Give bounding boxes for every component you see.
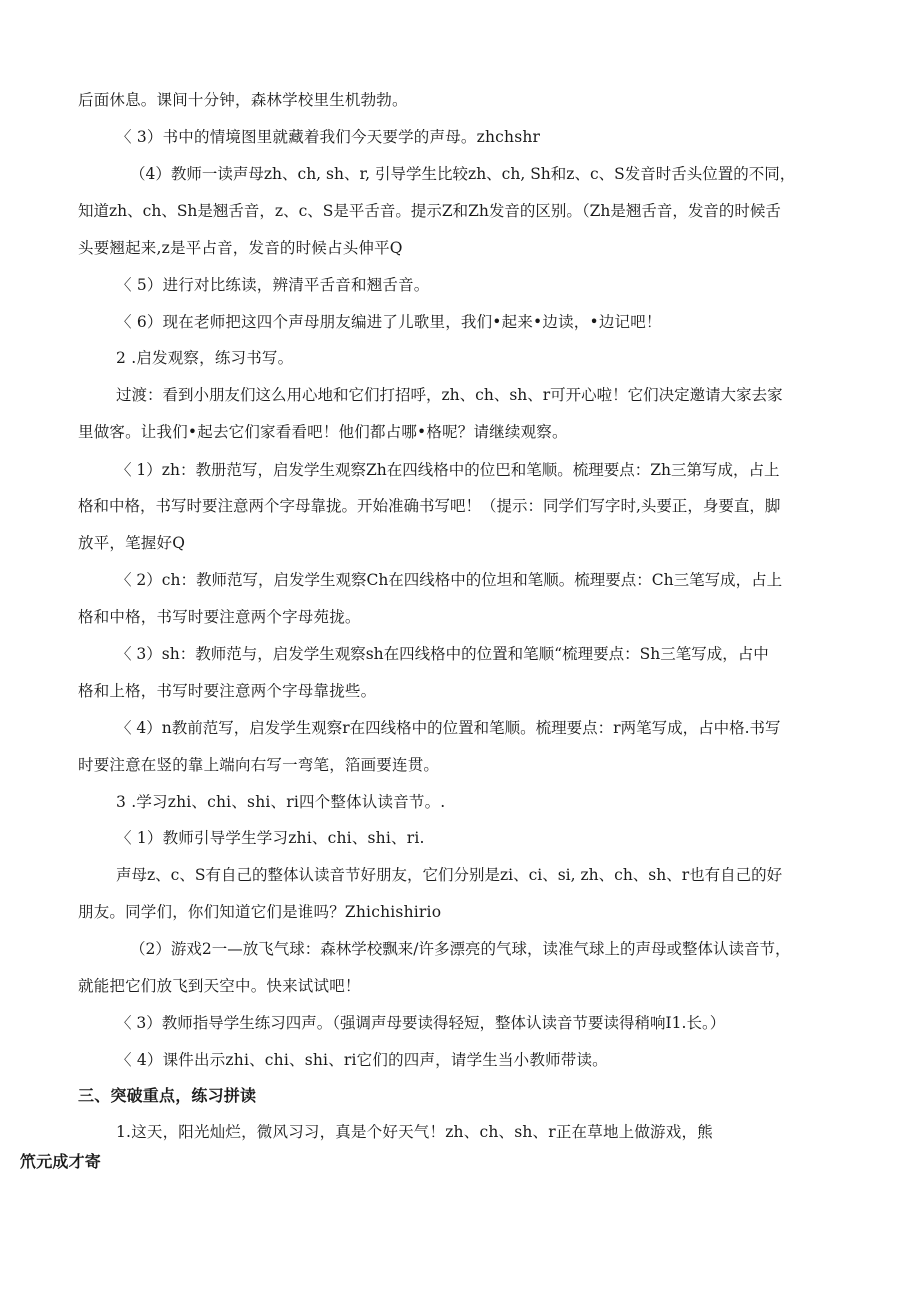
text-line: 〈 5）进行对比练读，辨清平舌音和翘舌音。 [116, 276, 430, 294]
text-line: 〈 1）zh：教册范写，启发学生观察Zh在四线格中的位巴和笔顺。梳理要点：Zh三第写成，占上 [116, 461, 780, 479]
text-line: 〈 2）ch：教师范写，启发学生观察Ch在四线格中的位坦和笔顺。梳理要点：Ch三笔写成，占上 [116, 571, 783, 589]
section-heading: 三、突破重点，练习拼读 [78, 1086, 257, 1105]
text-line: 放平，笔握好Q [78, 534, 186, 552]
text-line: 知道zh、ch、Sh是翘舌音，z、c、S是平舌音。提示Z和Zh发音的区别。（Zh是翘舌音，发音的时候舌 [78, 202, 781, 220]
text-line: 声母z、c、S有自己的整体认读音节好朋友，它们分别是zi、ci、si, zh、ch、sh、r也有自己的好 [116, 866, 783, 884]
text-line: 时要注意在竖的靠上端向右写一弯笔，箔画要连贯。 [78, 756, 440, 774]
text-line: 〈 4）课件出示zhi、chi、shi、ri它们的四声，请学生当小教师带读。 [116, 1051, 608, 1069]
text-line: 头要翘起来,z是平占音，发音的时候占头伸平Q [78, 239, 403, 257]
text-line: （2）游戏2一—放飞气球：森林学校飘来/许多漂亮的气球，读准气球上的声母或整体认读音节， [130, 940, 791, 958]
text-line: 1.这天，阳光灿烂，微风习习，真是个好天气！zh、ch、sh、r正在草地上做游戏，熊 [116, 1123, 713, 1141]
text-line: 〈 4）n教前范写，启发学生观察r在四线格中的位置和笔顺。梳理要点：r两笔写成，占中格.书写 [116, 719, 781, 737]
text-line: 格和中格，书写时要注意两个字母苑拢。 [78, 608, 361, 626]
text-line: 后面休息。课间十分钟，森林学校里生机勃勃。 [78, 91, 408, 109]
text-line: 2 .启发观察，练习书写。 [116, 349, 294, 367]
text-line: 格和上格，书写时要注意两个字母靠拢些。 [78, 682, 377, 700]
text-line: 就能把它们放飞到天空中。快来试试吧！ [78, 977, 361, 995]
text-line: 里做客。让我们•起去它们家看看吧！他们都占哪•格呢？请继续观察。 [78, 423, 568, 441]
text-line: 过渡：看到小朋友们这么用心地和它们打招呼，zh、ch、sh、r可开心啦！它们决定邀请大家去家 [116, 386, 783, 404]
text-line: 格和中格，书写时要注意两个字母靠拢。开始准确书写吧！（提示：同学们写字时,头要正，身要直，脚 [78, 497, 781, 515]
text-line: 〈 1）教师引导学生学习zhi、chi、shi、ri. [116, 829, 425, 847]
footer-text: 笊元成才寄 [20, 1152, 102, 1171]
text-line: 〈 6）现在老师把这四个声母朋友编进了儿歌里，我们•起来•边读，•边记吧！ [116, 313, 662, 331]
text-line: 〈 3）教师指导学生练习四声。（强调声母要读得轻短，整体认读音节要读得稍响I1.长。） [116, 1014, 726, 1032]
text-line: 〈 3）sh：教师范与，启发学生观察sh在四线格中的位置和笔顺“梳理要点：Sh三笔写成，占中 [116, 645, 769, 663]
text-line: 3 .学习zhi、chi、shi、ri四个整体认读音节。. [116, 793, 446, 811]
text-line: 朋友。同学们，你们知道它们是谁吗？Zhichishirio [78, 903, 442, 921]
text-line: 〈 3）书中的情境图里就藏着我们今天要学的声母。zhchshr [116, 128, 541, 146]
text-line: （4）教师一读声母zh、ch, sh、r, 引导学生比较zh、ch, Sh和z、c、S发音时舌头位置的不同， [130, 165, 796, 183]
